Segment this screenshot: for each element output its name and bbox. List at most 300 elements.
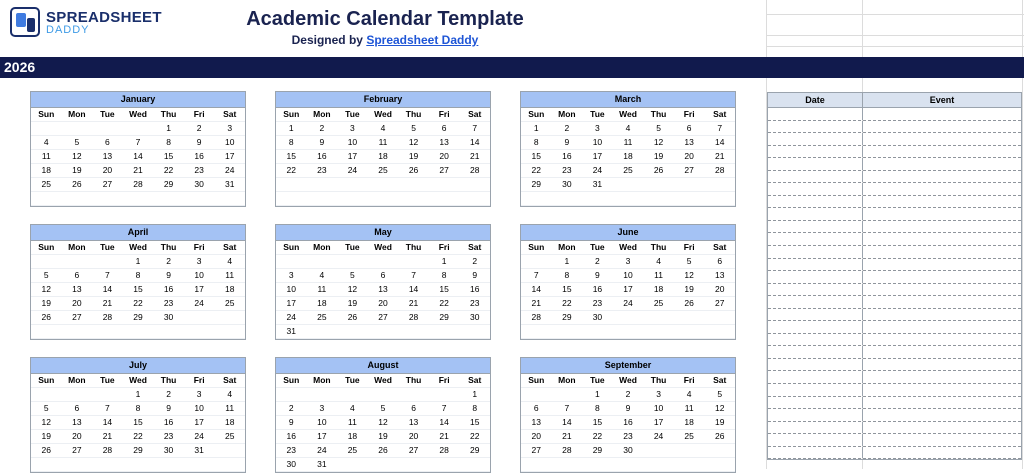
day-cell[interactable] bbox=[674, 178, 705, 192]
day-cell[interactable]: 7 bbox=[704, 122, 735, 136]
day-cell[interactable]: 18 bbox=[214, 283, 245, 297]
day-cell[interactable]: 6 bbox=[429, 122, 460, 136]
day-cell[interactable] bbox=[307, 325, 338, 339]
day-cell[interactable] bbox=[643, 178, 674, 192]
day-cell[interactable]: 15 bbox=[582, 416, 613, 430]
event-date-cell[interactable] bbox=[768, 447, 863, 459]
day-cell[interactable]: 26 bbox=[62, 178, 93, 192]
day-cell[interactable] bbox=[92, 325, 123, 339]
day-cell[interactable] bbox=[276, 255, 307, 269]
day-cell[interactable] bbox=[31, 122, 62, 136]
day-cell[interactable]: 15 bbox=[153, 150, 184, 164]
day-cell[interactable]: 16 bbox=[582, 283, 613, 297]
day-cell[interactable]: 6 bbox=[62, 402, 93, 416]
day-cell[interactable]: 30 bbox=[276, 458, 307, 472]
day-cell[interactable]: 29 bbox=[459, 444, 490, 458]
day-cell[interactable]: 21 bbox=[123, 164, 154, 178]
day-cell[interactable]: 19 bbox=[643, 150, 674, 164]
day-cell[interactable] bbox=[643, 444, 674, 458]
day-cell[interactable]: 30 bbox=[613, 444, 644, 458]
day-cell[interactable]: 14 bbox=[521, 283, 552, 297]
day-cell[interactable] bbox=[459, 325, 490, 339]
day-cell[interactable]: 7 bbox=[92, 269, 123, 283]
day-cell[interactable]: 18 bbox=[643, 283, 674, 297]
day-cell[interactable]: 20 bbox=[429, 150, 460, 164]
day-cell[interactable]: 23 bbox=[307, 164, 338, 178]
day-cell[interactable]: 16 bbox=[153, 416, 184, 430]
day-cell[interactable] bbox=[613, 325, 644, 339]
day-cell[interactable]: 1 bbox=[459, 388, 490, 402]
day-cell[interactable]: 6 bbox=[674, 122, 705, 136]
day-cell[interactable]: 12 bbox=[398, 136, 429, 150]
day-cell[interactable]: 27 bbox=[62, 311, 93, 325]
day-cell[interactable]: 17 bbox=[337, 150, 368, 164]
day-cell[interactable] bbox=[337, 325, 368, 339]
day-cell[interactable]: 2 bbox=[153, 388, 184, 402]
day-cell[interactable] bbox=[674, 458, 705, 472]
day-cell[interactable]: 27 bbox=[704, 297, 735, 311]
day-cell[interactable]: 11 bbox=[613, 136, 644, 150]
day-cell[interactable] bbox=[613, 178, 644, 192]
day-cell[interactable]: 19 bbox=[31, 430, 62, 444]
day-cell[interactable]: 3 bbox=[214, 122, 245, 136]
day-cell[interactable]: 25 bbox=[643, 297, 674, 311]
event-date-cell[interactable] bbox=[768, 121, 863, 133]
day-cell[interactable]: 10 bbox=[276, 283, 307, 297]
day-cell[interactable]: 15 bbox=[521, 150, 552, 164]
day-cell[interactable]: 23 bbox=[153, 430, 184, 444]
day-cell[interactable] bbox=[582, 458, 613, 472]
day-cell[interactable]: 5 bbox=[31, 402, 62, 416]
day-cell[interactable]: 25 bbox=[368, 164, 399, 178]
day-cell[interactable]: 4 bbox=[307, 269, 338, 283]
day-cell[interactable]: 1 bbox=[123, 255, 154, 269]
day-cell[interactable]: 29 bbox=[123, 311, 154, 325]
day-cell[interactable] bbox=[552, 325, 583, 339]
day-cell[interactable]: 23 bbox=[582, 297, 613, 311]
day-cell[interactable]: 21 bbox=[398, 297, 429, 311]
day-cell[interactable]: 6 bbox=[704, 255, 735, 269]
day-cell[interactable] bbox=[398, 458, 429, 472]
day-cell[interactable]: 17 bbox=[184, 283, 215, 297]
day-cell[interactable] bbox=[704, 444, 735, 458]
day-cell[interactable]: 5 bbox=[674, 255, 705, 269]
day-cell[interactable]: 23 bbox=[552, 164, 583, 178]
day-cell[interactable]: 8 bbox=[123, 269, 154, 283]
day-cell[interactable]: 19 bbox=[398, 150, 429, 164]
day-cell[interactable]: 14 bbox=[704, 136, 735, 150]
day-cell[interactable]: 8 bbox=[429, 269, 460, 283]
day-cell[interactable]: 16 bbox=[613, 416, 644, 430]
day-cell[interactable]: 24 bbox=[613, 297, 644, 311]
day-cell[interactable]: 3 bbox=[307, 402, 338, 416]
day-cell[interactable]: 28 bbox=[92, 311, 123, 325]
day-cell[interactable] bbox=[31, 192, 62, 206]
day-cell[interactable]: 28 bbox=[521, 311, 552, 325]
day-cell[interactable]: 30 bbox=[184, 178, 215, 192]
day-cell[interactable] bbox=[368, 192, 399, 206]
day-cell[interactable]: 4 bbox=[214, 255, 245, 269]
day-cell[interactable]: 17 bbox=[643, 416, 674, 430]
event-name-cell[interactable] bbox=[863, 384, 1021, 396]
day-cell[interactable]: 8 bbox=[459, 402, 490, 416]
day-cell[interactable] bbox=[214, 325, 245, 339]
day-cell[interactable] bbox=[459, 458, 490, 472]
day-cell[interactable]: 16 bbox=[552, 150, 583, 164]
event-name-cell[interactable] bbox=[863, 183, 1021, 195]
day-cell[interactable] bbox=[123, 458, 154, 472]
day-cell[interactable]: 1 bbox=[276, 122, 307, 136]
day-cell[interactable]: 22 bbox=[153, 164, 184, 178]
event-name-cell[interactable] bbox=[863, 108, 1021, 120]
day-cell[interactable]: 28 bbox=[459, 164, 490, 178]
day-cell[interactable]: 2 bbox=[184, 122, 215, 136]
day-cell[interactable] bbox=[214, 311, 245, 325]
day-cell[interactable]: 8 bbox=[153, 136, 184, 150]
day-cell[interactable] bbox=[398, 255, 429, 269]
day-cell[interactable] bbox=[368, 255, 399, 269]
day-cell[interactable]: 13 bbox=[429, 136, 460, 150]
day-cell[interactable]: 23 bbox=[613, 430, 644, 444]
day-cell[interactable]: 13 bbox=[521, 416, 552, 430]
day-cell[interactable]: 24 bbox=[582, 164, 613, 178]
day-cell[interactable]: 30 bbox=[153, 444, 184, 458]
day-cell[interactable]: 21 bbox=[92, 297, 123, 311]
day-cell[interactable]: 11 bbox=[214, 269, 245, 283]
day-cell[interactable]: 8 bbox=[521, 136, 552, 150]
event-date-cell[interactable] bbox=[768, 409, 863, 421]
day-cell[interactable] bbox=[337, 178, 368, 192]
day-cell[interactable] bbox=[704, 458, 735, 472]
day-cell[interactable]: 14 bbox=[552, 416, 583, 430]
day-cell[interactable]: 18 bbox=[31, 164, 62, 178]
day-cell[interactable] bbox=[337, 388, 368, 402]
day-cell[interactable] bbox=[62, 325, 93, 339]
day-cell[interactable]: 28 bbox=[429, 444, 460, 458]
day-cell[interactable]: 29 bbox=[429, 311, 460, 325]
day-cell[interactable]: 28 bbox=[704, 164, 735, 178]
day-cell[interactable]: 25 bbox=[674, 430, 705, 444]
event-date-cell[interactable] bbox=[768, 108, 863, 120]
day-cell[interactable]: 8 bbox=[276, 136, 307, 150]
day-cell[interactable]: 12 bbox=[368, 416, 399, 430]
day-cell[interactable]: 29 bbox=[123, 444, 154, 458]
event-name-cell[interactable] bbox=[863, 171, 1021, 183]
day-cell[interactable]: 9 bbox=[184, 136, 215, 150]
day-cell[interactable]: 24 bbox=[643, 430, 674, 444]
day-cell[interactable] bbox=[276, 178, 307, 192]
day-cell[interactable] bbox=[704, 311, 735, 325]
day-cell[interactable]: 3 bbox=[582, 122, 613, 136]
day-cell[interactable]: 6 bbox=[398, 402, 429, 416]
event-date-cell[interactable] bbox=[768, 321, 863, 333]
day-cell[interactable] bbox=[307, 192, 338, 206]
day-cell[interactable]: 17 bbox=[582, 150, 613, 164]
day-cell[interactable]: 18 bbox=[368, 150, 399, 164]
event-name-cell[interactable] bbox=[863, 221, 1021, 233]
day-cell[interactable] bbox=[582, 325, 613, 339]
event-date-cell[interactable] bbox=[768, 334, 863, 346]
day-cell[interactable] bbox=[398, 388, 429, 402]
day-cell[interactable]: 8 bbox=[582, 402, 613, 416]
day-cell[interactable] bbox=[704, 178, 735, 192]
day-cell[interactable]: 25 bbox=[31, 178, 62, 192]
day-cell[interactable] bbox=[123, 192, 154, 206]
day-cell[interactable]: 13 bbox=[398, 416, 429, 430]
day-cell[interactable]: 18 bbox=[337, 430, 368, 444]
day-cell[interactable]: 13 bbox=[674, 136, 705, 150]
day-cell[interactable]: 11 bbox=[674, 402, 705, 416]
day-cell[interactable] bbox=[92, 122, 123, 136]
day-cell[interactable]: 22 bbox=[459, 430, 490, 444]
day-cell[interactable]: 10 bbox=[337, 136, 368, 150]
day-cell[interactable]: 5 bbox=[398, 122, 429, 136]
day-cell[interactable]: 20 bbox=[674, 150, 705, 164]
day-cell[interactable]: 16 bbox=[459, 283, 490, 297]
day-cell[interactable]: 19 bbox=[704, 416, 735, 430]
day-cell[interactable]: 26 bbox=[31, 311, 62, 325]
day-cell[interactable]: 22 bbox=[521, 164, 552, 178]
day-cell[interactable]: 3 bbox=[276, 269, 307, 283]
day-cell[interactable] bbox=[153, 192, 184, 206]
day-cell[interactable]: 16 bbox=[276, 430, 307, 444]
day-cell[interactable] bbox=[674, 311, 705, 325]
day-cell[interactable] bbox=[429, 388, 460, 402]
day-cell[interactable] bbox=[214, 444, 245, 458]
day-cell[interactable] bbox=[429, 178, 460, 192]
day-cell[interactable]: 4 bbox=[674, 388, 705, 402]
day-cell[interactable]: 24 bbox=[276, 311, 307, 325]
day-cell[interactable]: 12 bbox=[643, 136, 674, 150]
day-cell[interactable]: 11 bbox=[337, 416, 368, 430]
day-cell[interactable]: 13 bbox=[92, 150, 123, 164]
event-name-cell[interactable] bbox=[863, 296, 1021, 308]
event-name-cell[interactable] bbox=[863, 397, 1021, 409]
day-cell[interactable] bbox=[643, 192, 674, 206]
day-cell[interactable]: 12 bbox=[31, 416, 62, 430]
day-cell[interactable]: 20 bbox=[62, 430, 93, 444]
event-date-cell[interactable] bbox=[768, 233, 863, 245]
day-cell[interactable] bbox=[643, 325, 674, 339]
day-cell[interactable]: 9 bbox=[276, 416, 307, 430]
day-cell[interactable] bbox=[337, 458, 368, 472]
day-cell[interactable]: 7 bbox=[459, 122, 490, 136]
day-cell[interactable] bbox=[31, 325, 62, 339]
day-cell[interactable]: 17 bbox=[276, 297, 307, 311]
day-cell[interactable]: 19 bbox=[368, 430, 399, 444]
event-date-cell[interactable] bbox=[768, 422, 863, 434]
day-cell[interactable]: 14 bbox=[92, 416, 123, 430]
day-cell[interactable]: 22 bbox=[123, 297, 154, 311]
day-cell[interactable]: 25 bbox=[613, 164, 644, 178]
day-cell[interactable]: 21 bbox=[552, 430, 583, 444]
day-cell[interactable]: 11 bbox=[368, 136, 399, 150]
day-cell[interactable] bbox=[521, 255, 552, 269]
day-cell[interactable]: 30 bbox=[552, 178, 583, 192]
spreadsheet-daddy-link[interactable]: Spreadsheet Daddy bbox=[366, 33, 479, 47]
day-cell[interactable]: 11 bbox=[643, 269, 674, 283]
day-cell[interactable]: 2 bbox=[307, 122, 338, 136]
day-cell[interactable]: 21 bbox=[92, 430, 123, 444]
day-cell[interactable]: 15 bbox=[552, 283, 583, 297]
day-cell[interactable] bbox=[552, 192, 583, 206]
day-cell[interactable]: 22 bbox=[123, 430, 154, 444]
day-cell[interactable] bbox=[123, 325, 154, 339]
spreadsheet-daddy-logo[interactable] bbox=[10, 7, 160, 37]
day-cell[interactable] bbox=[31, 255, 62, 269]
day-cell[interactable] bbox=[62, 458, 93, 472]
day-cell[interactable]: 17 bbox=[214, 150, 245, 164]
day-cell[interactable]: 18 bbox=[674, 416, 705, 430]
day-cell[interactable] bbox=[337, 255, 368, 269]
day-cell[interactable]: 26 bbox=[674, 297, 705, 311]
day-cell[interactable]: 13 bbox=[704, 269, 735, 283]
day-cell[interactable] bbox=[704, 192, 735, 206]
day-cell[interactable]: 25 bbox=[214, 297, 245, 311]
event-name-cell[interactable] bbox=[863, 133, 1021, 145]
day-cell[interactable]: 28 bbox=[92, 444, 123, 458]
day-cell[interactable] bbox=[307, 255, 338, 269]
day-cell[interactable]: 19 bbox=[337, 297, 368, 311]
day-cell[interactable]: 3 bbox=[337, 122, 368, 136]
day-cell[interactable]: 13 bbox=[62, 416, 93, 430]
day-cell[interactable]: 28 bbox=[123, 178, 154, 192]
day-cell[interactable] bbox=[398, 178, 429, 192]
day-cell[interactable] bbox=[368, 178, 399, 192]
day-cell[interactable]: 31 bbox=[582, 178, 613, 192]
day-cell[interactable]: 4 bbox=[368, 122, 399, 136]
day-cell[interactable]: 29 bbox=[521, 178, 552, 192]
day-cell[interactable]: 4 bbox=[337, 402, 368, 416]
day-cell[interactable]: 23 bbox=[276, 444, 307, 458]
day-cell[interactable]: 27 bbox=[398, 444, 429, 458]
day-cell[interactable] bbox=[368, 388, 399, 402]
day-cell[interactable]: 6 bbox=[62, 269, 93, 283]
day-cell[interactable]: 22 bbox=[429, 297, 460, 311]
event-name-cell[interactable] bbox=[863, 146, 1021, 158]
day-cell[interactable]: 13 bbox=[368, 283, 399, 297]
day-cell[interactable]: 27 bbox=[521, 444, 552, 458]
event-name-cell[interactable] bbox=[863, 158, 1021, 170]
day-cell[interactable]: 20 bbox=[704, 283, 735, 297]
day-cell[interactable] bbox=[674, 444, 705, 458]
day-cell[interactable] bbox=[31, 388, 62, 402]
day-cell[interactable]: 2 bbox=[552, 122, 583, 136]
day-cell[interactable]: 27 bbox=[92, 178, 123, 192]
event-name-cell[interactable] bbox=[863, 321, 1021, 333]
day-cell[interactable]: 17 bbox=[613, 283, 644, 297]
day-cell[interactable]: 21 bbox=[429, 430, 460, 444]
day-cell[interactable]: 30 bbox=[582, 311, 613, 325]
day-cell[interactable]: 26 bbox=[31, 444, 62, 458]
day-cell[interactable] bbox=[398, 325, 429, 339]
day-cell[interactable]: 10 bbox=[613, 269, 644, 283]
event-date-cell[interactable] bbox=[768, 171, 863, 183]
day-cell[interactable]: 18 bbox=[214, 416, 245, 430]
event-name-cell[interactable] bbox=[863, 409, 1021, 421]
day-cell[interactable] bbox=[92, 192, 123, 206]
day-cell[interactable]: 9 bbox=[153, 269, 184, 283]
day-cell[interactable] bbox=[92, 458, 123, 472]
day-cell[interactable] bbox=[214, 192, 245, 206]
day-cell[interactable]: 19 bbox=[31, 297, 62, 311]
day-cell[interactable] bbox=[613, 458, 644, 472]
day-cell[interactable]: 7 bbox=[398, 269, 429, 283]
day-cell[interactable]: 25 bbox=[307, 311, 338, 325]
day-cell[interactable] bbox=[674, 325, 705, 339]
day-cell[interactable]: 5 bbox=[337, 269, 368, 283]
day-cell[interactable] bbox=[459, 192, 490, 206]
day-cell[interactable]: 1 bbox=[521, 122, 552, 136]
day-cell[interactable]: 14 bbox=[398, 283, 429, 297]
event-date-cell[interactable] bbox=[768, 371, 863, 383]
day-cell[interactable]: 24 bbox=[337, 164, 368, 178]
day-cell[interactable]: 17 bbox=[184, 416, 215, 430]
day-cell[interactable]: 22 bbox=[582, 430, 613, 444]
day-cell[interactable] bbox=[153, 325, 184, 339]
event-name-cell[interactable] bbox=[863, 246, 1021, 258]
day-cell[interactable] bbox=[62, 255, 93, 269]
day-cell[interactable]: 27 bbox=[62, 444, 93, 458]
event-date-cell[interactable] bbox=[768, 397, 863, 409]
event-name-cell[interactable] bbox=[863, 271, 1021, 283]
event-date-cell[interactable] bbox=[768, 196, 863, 208]
day-cell[interactable]: 23 bbox=[153, 297, 184, 311]
day-cell[interactable]: 5 bbox=[643, 122, 674, 136]
day-cell[interactable]: 4 bbox=[31, 136, 62, 150]
day-cell[interactable]: 26 bbox=[368, 444, 399, 458]
day-cell[interactable] bbox=[552, 388, 583, 402]
day-cell[interactable]: 25 bbox=[214, 430, 245, 444]
day-cell[interactable]: 10 bbox=[307, 416, 338, 430]
day-cell[interactable]: 10 bbox=[184, 402, 215, 416]
day-cell[interactable]: 24 bbox=[307, 444, 338, 458]
day-cell[interactable]: 6 bbox=[92, 136, 123, 150]
day-cell[interactable]: 3 bbox=[613, 255, 644, 269]
day-cell[interactable] bbox=[62, 388, 93, 402]
day-cell[interactable]: 1 bbox=[552, 255, 583, 269]
day-cell[interactable] bbox=[92, 388, 123, 402]
day-cell[interactable] bbox=[92, 255, 123, 269]
day-cell[interactable]: 12 bbox=[62, 150, 93, 164]
day-cell[interactable] bbox=[429, 192, 460, 206]
day-cell[interactable]: 10 bbox=[643, 402, 674, 416]
day-cell[interactable] bbox=[704, 325, 735, 339]
event-name-cell[interactable] bbox=[863, 422, 1021, 434]
day-cell[interactable]: 4 bbox=[613, 122, 644, 136]
day-cell[interactable]: 7 bbox=[521, 269, 552, 283]
day-cell[interactable] bbox=[398, 192, 429, 206]
day-cell[interactable]: 9 bbox=[582, 269, 613, 283]
day-cell[interactable] bbox=[613, 311, 644, 325]
day-cell[interactable]: 6 bbox=[521, 402, 552, 416]
event-name-cell[interactable] bbox=[863, 196, 1021, 208]
day-cell[interactable]: 29 bbox=[582, 444, 613, 458]
day-cell[interactable]: 21 bbox=[521, 297, 552, 311]
day-cell[interactable]: 7 bbox=[123, 136, 154, 150]
day-cell[interactable]: 11 bbox=[307, 283, 338, 297]
day-cell[interactable]: 2 bbox=[582, 255, 613, 269]
day-cell[interactable] bbox=[307, 388, 338, 402]
day-cell[interactable]: 24 bbox=[184, 297, 215, 311]
event-date-cell[interactable] bbox=[768, 259, 863, 271]
day-cell[interactable]: 17 bbox=[307, 430, 338, 444]
event-name-cell[interactable] bbox=[863, 259, 1021, 271]
day-cell[interactable]: 7 bbox=[429, 402, 460, 416]
day-cell[interactable]: 12 bbox=[674, 269, 705, 283]
event-name-cell[interactable] bbox=[863, 208, 1021, 220]
day-cell[interactable]: 27 bbox=[674, 164, 705, 178]
